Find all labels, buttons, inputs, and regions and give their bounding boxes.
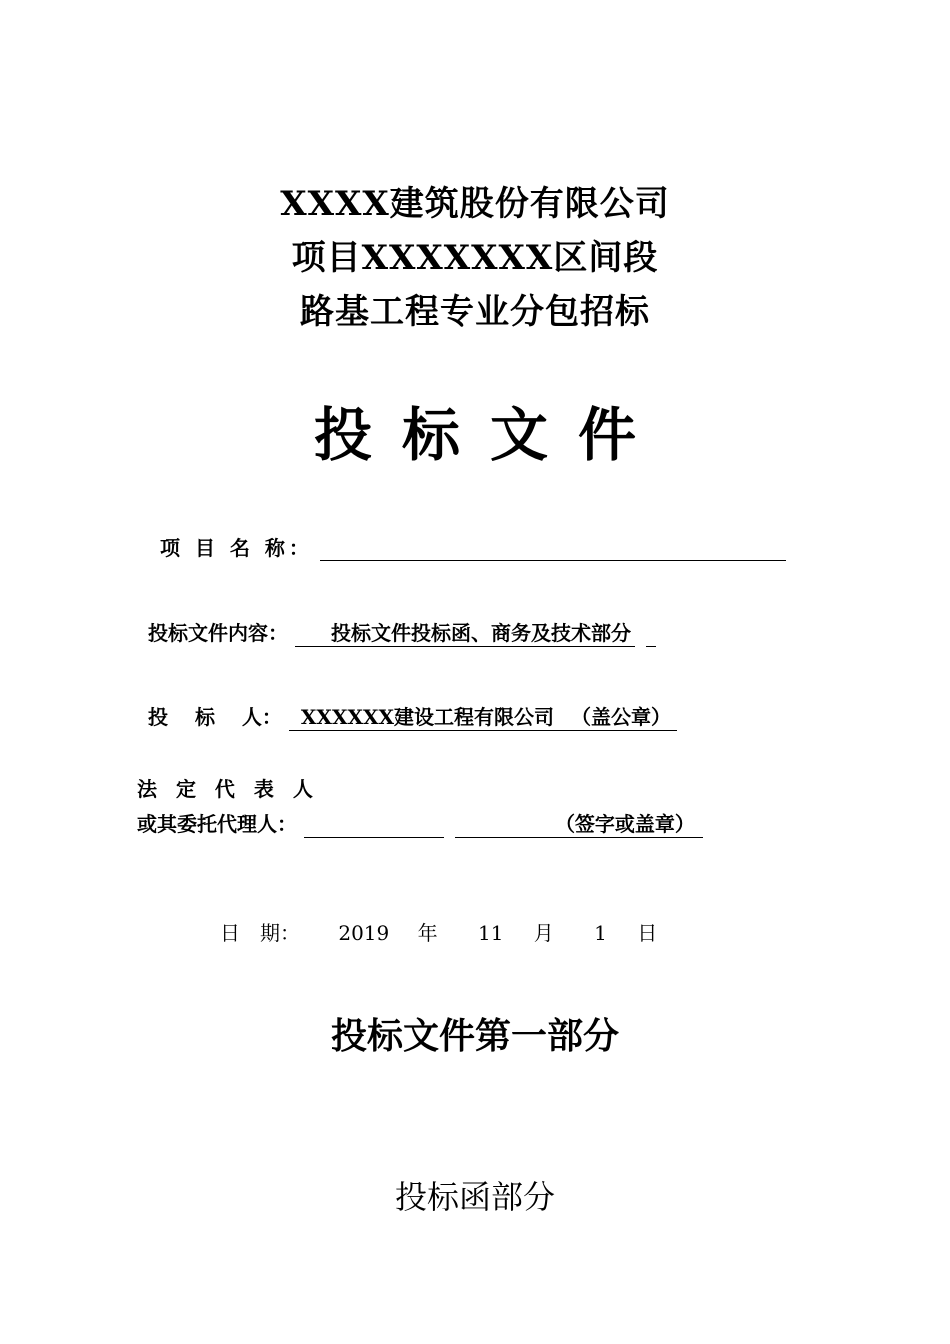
representative-row-1 [137,773,319,802]
date-row [220,917,657,946]
section-title: 投标函部分 [394,1178,555,1216]
bidder-field [289,701,677,731]
tender-subject: 路基工程专业分包招标 [300,292,650,332]
project-name-label: 项 目 名 称： [160,536,313,560]
content-trailing-line [646,626,656,647]
document-title: 投标文件 [313,401,666,469]
date-month-unit: 月 [533,921,554,945]
signature-note: （签字或盖章） [554,812,695,836]
agent-label: 或其委托代理人： [137,812,297,836]
date-day: 1 [594,921,607,945]
date-month: 11 [477,921,504,945]
company-name: XXXX建筑股份有限公司 [280,184,670,224]
date-year-unit: 年 [417,921,438,945]
date-label: 日 期： [220,921,300,945]
part-title: 投标文件第一部分 [330,1015,619,1057]
content-field [295,617,635,647]
signature-field [455,808,703,838]
bidder-value: XXXXXX建设工程有限公司 [300,705,555,729]
date-day-unit: 日 [637,921,658,945]
project-name-field [320,538,786,561]
representative-row-2 [137,808,703,838]
representative-label: 法 定 代 表 人 [137,777,319,801]
bidder-label: 投 标 人： [148,705,282,729]
project-name-row [160,532,786,561]
content-row [148,617,656,647]
content-value: 投标文件投标函、商务及技术部分 [330,621,631,645]
bidder-seal: （盖公章） [570,705,671,729]
project-section: 项目XXXXXXX区间段 [291,238,659,278]
signature-line [304,817,444,838]
content-label: 投标文件内容： [148,621,288,645]
date-year: 2019 [338,921,390,945]
bidder-row [148,701,677,731]
